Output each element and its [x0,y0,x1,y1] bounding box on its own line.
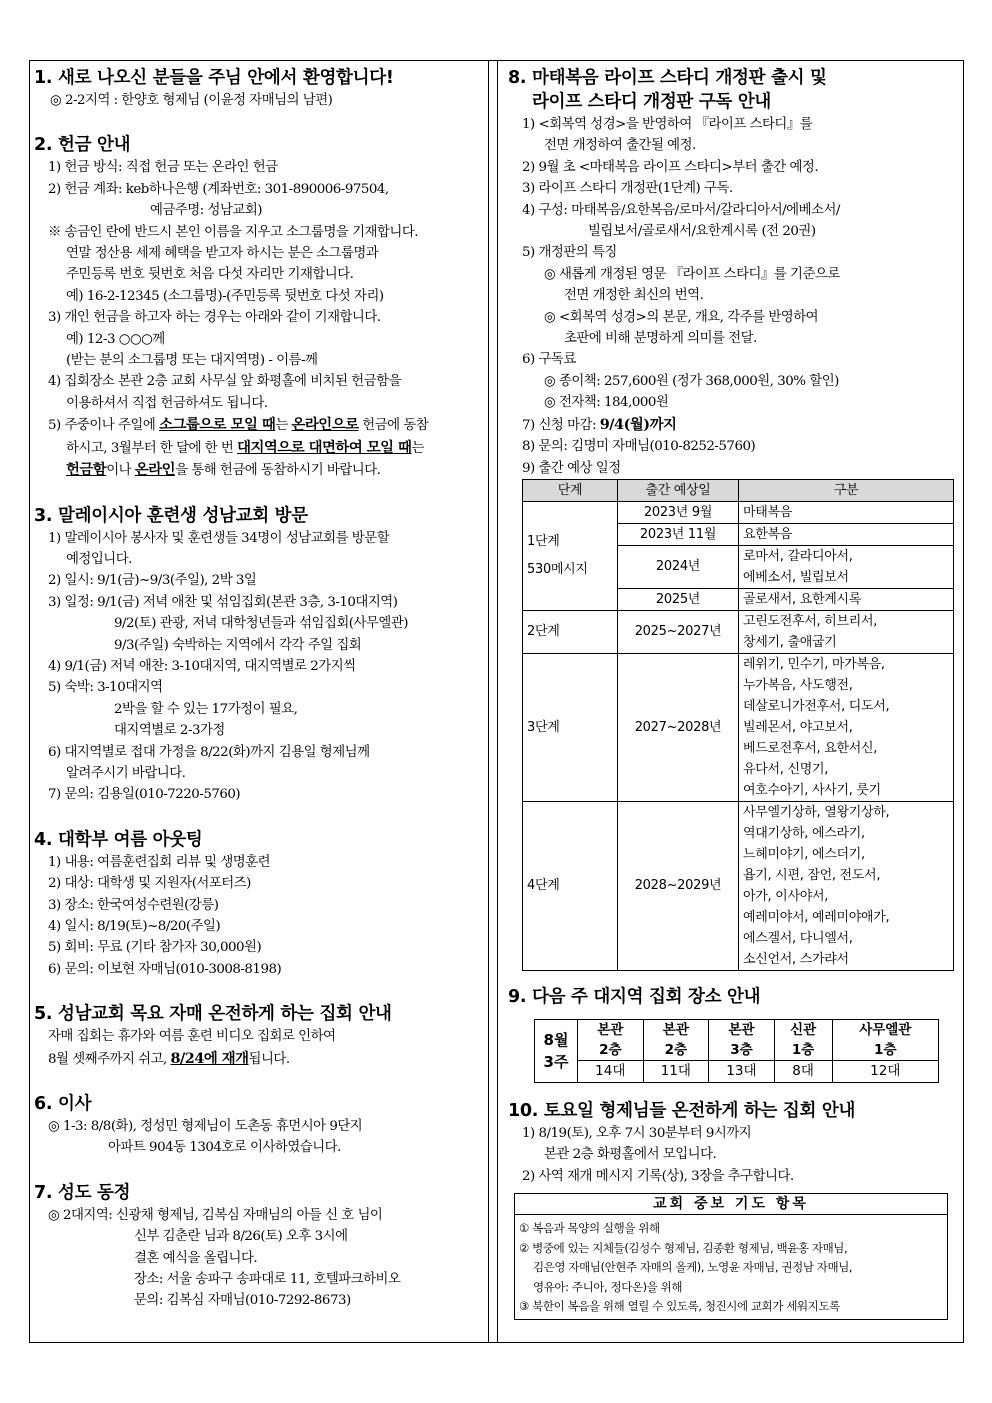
section-8-title: 8. 마태복음 라이프 스타디 개정판 출시 및 [508,68,827,88]
section-8-line: ◎ 새롭게 개정된 영문 『라이프 스타디』를 기준으로 [544,266,840,282]
section-8-line: 4) 구성: 마태복음/요한복음/로마서/갈라디아서/에베소서/ [522,202,840,218]
section-9-title: 9. 다음 주 대지역 집회 장소 안내 [508,986,761,1007]
section-6-line: 아파트 904동 1304호로 이사하였습니다. [108,1140,341,1156]
section-7-line: ◎ 2대지역: 신광채 형제님, 김복심 자매님의 아들 신 호 님이 [48,1207,383,1223]
section-4-line: 4) 일시: 8/19(토)~8/20(주일) [48,919,221,934]
section-2-line: 예) 12-3 ○○○께 [66,331,165,347]
district-cell: 13대 [709,1060,775,1082]
section-4-line: 1) 내용: 여름훈련집회 리뷰 및 생명훈련 [48,854,271,870]
prayer-item: 김은영 자매님(안현주 자매의 올케), 노영윤 자매님, 권정남 자매님, [533,1260,853,1275]
section-2-line: 4) 집회장소 본관 2층 교회 사무실 앞 화평홀에 비치된 헌금함을 [48,374,402,390]
section-5-title: 5. 성남교회 목요 자매 온전하게 하는 집회 안내 [34,1004,392,1025]
publication-schedule-table [522,479,954,971]
right-column [508,66,958,1320]
section-8-line: 3) 라이프 스타디 개정판(1단계) 구독. [522,181,733,197]
section-8-deadline: 7) 신청 마감: 9/4(월)까지 [522,415,677,433]
section-2-line: (받는 분의 소그룹명 또는 대지역명) - 이름-께 [66,353,318,369]
books-cell: 골로새서, 요한계시록 [739,588,954,610]
section-2-line: 예) 16-2-12345 (소그룹명)-(주민등록 뒷번호 다섯 자리) [66,288,384,304]
place-header: 신관 1층 [774,1019,832,1060]
section-8-title-2: 라이프 스타디 개정판 구독 안내 [532,92,772,112]
section-3-line: 7) 문의: 김용일(010-7220-5760) [48,787,241,803]
books-cell: 로마서, 갈라디아서, 에베소서, 빌립보서 [739,545,954,588]
section-4-line: 5) 회비: 무료 (기타 참가자 30,000원) [48,940,262,956]
section-2-line: 주민등록 번호 뒷번호 처음 다섯 자리만 기재합니다. [66,267,354,283]
section-3-line: 1) 말레이시아 봉사자 및 훈련생들 34명이 성남교회를 방문할 [48,530,390,546]
section-4-line: 3) 장소: 한국여성수련원(강릉) [48,897,219,913]
section-2-line-6: 하시고, 3월부터 한 달에 한 번 대지역으로 대면하여 모일 때는 [66,438,424,456]
place-header: 사무엘관 1층 [832,1019,938,1060]
books-cell: 요한복음 [739,523,954,545]
section-3-line: 예정입니다. [66,551,132,567]
section-3-line: 2) 일시: 9/1(금)~9/3(주일), 2박 3일 [48,573,257,589]
section-7-line: 결혼 예식을 올립니다. [134,1250,258,1266]
section-2-line-5: 5) 주중이나 주일에 소그룹으로 모일 때는 온라인으로 헌금에 동참 [48,416,429,434]
section-3-title: 3. 말레이시아 훈련생 성남교회 방문 [34,505,308,526]
date-cell: 2024년 [618,545,739,588]
books-cell: 레위기, 민수기, 마가복음, 누가복음, 사도행전, 데살로니가전후서, 디도서, 빌레몬서, 야고보서, 베드로전후서, 요한서신, 유다서, 신명기, 여호수아기, 사사기, 룻기 [739,653,954,801]
table-header: 단계 [523,479,618,501]
stage-label: 1단계 [527,533,560,549]
prayer-box [514,1193,948,1320]
section-4-line: 6) 문의: 이보현 자매님(010-3008-8198) [48,961,282,977]
section-8-line: 2) 9월 초 <마태복음 라이프 스타디>부터 출간 예정. [522,159,819,175]
date-cell: 2025~2027년 [618,610,739,653]
section-8-line: ◎ <회복역 성경>의 본문, 개요, 각주를 반영하여 [544,309,819,325]
section-1-title: 1. 새로 나오신 분들을 주님 안에서 환영합니다! [34,68,394,88]
books-cell: 고린도전후서, 히브리서, 창세기, 출애굽기 [739,610,954,653]
section-8-line: 6) 구독료 [522,352,576,368]
district-cell: 12대 [832,1060,938,1082]
place-header: 본관 2층 [643,1019,709,1060]
section-6-line: ◎ 1-3: 8/8(화), 정성민 형제님이 도촌동 휴먼시아 9단지 [48,1119,363,1135]
district-cell: 14대 [578,1060,644,1082]
section-5-line: 자매 집회는 휴가와 여름 훈련 비디오 집회로 인하여 [48,1029,336,1045]
date-cell: 2023년 11월 [618,523,739,545]
section-6-title: 6. 이사 [34,1094,92,1115]
week-label: 8월 3주 [535,1019,578,1082]
stage-cell [523,501,618,610]
table-header: 출간 예상일 [618,479,739,501]
section-3-line: 9/2(토) 관광, 저녁 대학청년들과 섞임집회(사무엘관) [114,616,408,632]
prayer-title: 교회 중보 기도 항목 [515,1194,947,1215]
district-cell: 11대 [643,1060,709,1082]
section-2-line: 예금주명: 성남교회) [150,203,262,219]
section-10-line: 본관 2층 화평홀에서 모입니다. [544,1147,717,1163]
section-4-title: 4. 대학부 여름 아웃팅 [34,829,203,850]
stage-sublabel: 530메시지 [527,561,588,577]
section-2-line: 이용하셔서 직접 헌금하셔도 됩니다. [66,395,268,411]
section-8-line: 1) <회복역 성경>을 반영하여 『라이프 스타디』를 [522,117,813,132]
section-3-line: 2박을 할 수 있는 17가정이 필요, [114,701,298,717]
section-10-line: 1) 8/19(토), 오후 7시 30분부터 9시까지 [522,1125,752,1141]
section-7-line: 신부 김춘란 님과 8/26(토) 오후 3시에 [134,1229,348,1245]
books-cell: 사무엘기상하, 열왕기상하, 역대기상하, 에스라기, 느헤미야기, 에스더기, 욥기, 시편, 잠언, 전도서, 아가, 이사야서, 예레미야서, 예레미야애가, 에스겔서, 다니엘서, 소신언서, 스가랴서 [739,801,954,970]
section-2-line: 2) 헌금 계좌: keb하나은행 (계좌번호: 301-890006-97504, [48,181,389,197]
section-3-line: 3) 일정: 9/1(금) 저녁 애찬 및 섞임집회(본관 3층, 3-10대지역) [48,594,398,610]
date-cell: 2027~2028년 [618,653,739,801]
section-7-line: 장소: 서울 송파구 송파대로 11, 호텔파크하비오 [134,1272,401,1288]
section-3-line: 6) 대지역별로 접대 가정을 8/22(화)까지 김용일 형제님께 [48,744,370,760]
table-header: 구분 [739,479,954,501]
section-2-line: 연말 정산용 세제 혜택을 받고자 하시는 분은 소그룹명과 [66,246,379,262]
prayer-item: ② 병중에 있는 지체들(김성수 형제님, 김종환 형제님, 백윤홍 자매님, [519,1240,848,1255]
left-column [34,66,484,1312]
section-10-line: 2) 사역 재개 메시지 기록(상), 3장을 추구합니다. [522,1168,794,1184]
stage-cell: 3단계 [523,653,618,801]
stage-cell: 4단계 [523,801,618,970]
section-1-line: ◎ 2-2지역 : 한양호 형제님 (이윤정 자매님의 남편) [50,93,333,108]
section-3-line: 알려주시기 바랍니다. [66,765,186,781]
date-cell: 2028~2029년 [618,801,739,970]
prayer-item: 영유아: 주니아, 정다온)을 위해 [533,1279,683,1294]
date-cell: 2025년 [618,588,739,610]
section-2-line: 1) 헌금 방식: 직접 헌금 또는 온라인 헌금 [48,160,278,176]
section-5-line-2: 8월 셋째주까지 쉬고, 8/24에 재개됩니다. [48,1049,290,1067]
section-3-line: 4) 9/1(금) 저녁 애찬: 3-10대지역, 대지역별로 2가지씩 [48,658,356,674]
section-4-line: 2) 대상: 대학생 및 지원자(서포터즈) [48,876,251,892]
section-8-schedule-label: 9) 출간 예상 일정 [522,460,621,476]
section-2-line: 3) 개인 헌금을 하고자 하는 경우는 아래와 같이 기재합니다. [48,310,381,326]
section-7-title: 7. 성도 동정 [34,1182,131,1203]
section-2-title: 2. 헌금 안내 [34,135,131,156]
district-cell: 8대 [774,1060,832,1082]
section-3-line: 대지역별로 2-3가정 [114,723,225,739]
section-8-contact: 8) 문의: 김명미 자매님(010-8252-5760) [522,439,756,455]
section-7-line: 문의: 김복심 자매님(010-7292-8673) [134,1293,351,1309]
section-8-line: 전면 개정한 최신의 번역. [564,288,704,304]
place-header: 본관 3층 [709,1019,775,1060]
section-3-line: 5) 숙박: 3-10대지역 [48,680,163,696]
section-8-line: 빌립보서/골로새서/요한계시록 (전 20권) [588,224,816,240]
section-8-line: 5) 개정판의 특징 [522,245,617,261]
stage-cell: 2단계 [523,610,618,653]
section-8-line: ◎ 종이책: 257,600원 (정가 368,000원, 30% 할인) [544,373,839,389]
books-cell: 마태복음 [739,501,954,523]
section-3-line: 9/3(주일) 숙박하는 지역에서 각각 주일 집회 [114,637,362,653]
section-10-title: 10. 토요일 형제님들 온전하게 하는 집회 안내 [508,1100,856,1121]
section-8-line: 초판에 비해 분명하게 의미를 전달. [564,331,757,347]
date-cell: 2023년 9월 [618,501,739,523]
prayer-item: ① 복음과 목양의 실행을 위해 [519,1221,660,1236]
meeting-place-table [534,1019,939,1083]
column-divider [488,60,498,1343]
section-2-line: ※ 송금인 란에 반드시 본인 이름을 지우고 소그룹명을 기재합니다. [48,224,419,240]
section-8-line: ◎ 전자책: 184,000원 [544,395,669,411]
place-header: 본관 2층 [578,1019,644,1060]
prayer-item: ③ 북한이 복음을 위해 열릴 수 있도록, 청진시에 교회가 세워지도록 [519,1299,840,1314]
section-2-line-7: 헌금함이나 온라인을 통해 헌금에 동참하시기 바랍니다. [66,461,381,479]
section-8-line: 전면 개정하여 출간될 예정. [544,138,696,154]
